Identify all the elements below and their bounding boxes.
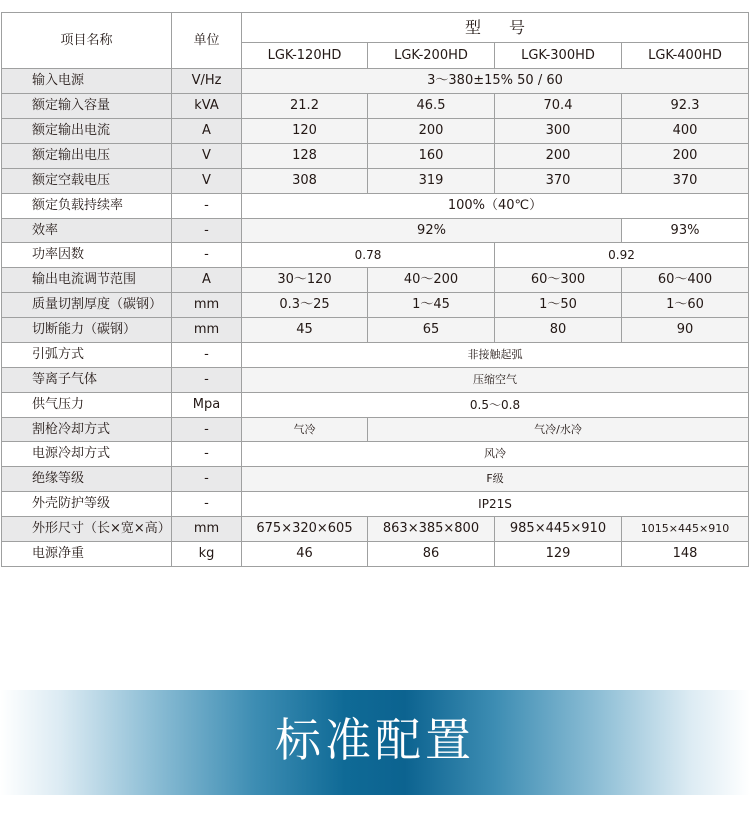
row-name: 额定空载电压 xyxy=(2,169,172,194)
table-row xyxy=(2,393,749,418)
row-value: 200 xyxy=(368,119,495,144)
table-row xyxy=(2,418,749,442)
row-unit: A xyxy=(172,268,242,293)
row-value: 0.5～0.8 xyxy=(242,393,749,418)
row-value: 148 xyxy=(622,542,749,567)
table-row xyxy=(2,144,749,169)
row-unit: - xyxy=(172,194,242,219)
row-unit: - xyxy=(172,442,242,467)
row-value: IP21S xyxy=(242,492,749,517)
row-value: 1～60 xyxy=(622,293,749,318)
row-value: 128 xyxy=(242,144,368,169)
row-value: 60～300 xyxy=(495,268,622,293)
row-value: 370 xyxy=(622,169,749,194)
header-model-1: LGK-120HD xyxy=(242,43,368,69)
row-name: 割枪冷却方式 xyxy=(2,418,172,442)
row-unit: kg xyxy=(172,542,242,567)
row-value: 86 xyxy=(368,542,495,567)
row-value: 93% xyxy=(622,219,749,243)
table-row xyxy=(2,243,749,268)
row-name: 额定输出电流 xyxy=(2,119,172,144)
row-name: 外形尺寸（长×宽×高） xyxy=(2,517,172,542)
row-value: 45 xyxy=(242,318,368,343)
spec-table xyxy=(1,12,749,567)
row-value: 风冷 xyxy=(242,442,749,467)
row-unit: - xyxy=(172,219,242,243)
row-unit: mm xyxy=(172,293,242,318)
row-name: 等离子气体 xyxy=(2,368,172,393)
row-value: 压缩空气 xyxy=(242,368,749,393)
row-value: 46.5 xyxy=(368,94,495,119)
row-value: 46 xyxy=(242,542,368,567)
row-name: 电源净重 xyxy=(2,542,172,567)
row-unit: V xyxy=(172,144,242,169)
table-row xyxy=(2,119,749,144)
row-value: 21.2 xyxy=(242,94,368,119)
row-value: 300 xyxy=(495,119,622,144)
table-row xyxy=(2,169,749,194)
row-unit: - xyxy=(172,343,242,368)
row-name: 额定输出电压 xyxy=(2,144,172,169)
row-name: 输入电源 xyxy=(2,69,172,94)
table-row xyxy=(2,467,749,492)
header-row xyxy=(2,13,749,43)
table-row xyxy=(2,69,749,94)
row-unit: V/Hz xyxy=(172,69,242,94)
row-unit: - xyxy=(172,492,242,517)
row-unit: mm xyxy=(172,517,242,542)
row-unit: - xyxy=(172,243,242,268)
table-row xyxy=(2,194,749,219)
row-unit: kVA xyxy=(172,94,242,119)
row-value: 90 xyxy=(622,318,749,343)
row-value: 0.78 xyxy=(242,243,495,268)
table-row xyxy=(2,318,749,343)
row-value: 120 xyxy=(242,119,368,144)
row-unit: V xyxy=(172,169,242,194)
row-value: 40～200 xyxy=(368,268,495,293)
banner-title: 标准配置 xyxy=(275,713,475,767)
table-row xyxy=(2,517,749,542)
standard-config-banner xyxy=(0,690,750,795)
row-value: F级 xyxy=(242,467,749,492)
row-name: 效率 xyxy=(2,219,172,243)
row-value: 0.92 xyxy=(495,243,749,268)
table-row xyxy=(2,368,749,393)
row-value: 370 xyxy=(495,169,622,194)
row-value: 92.3 xyxy=(622,94,749,119)
row-name: 切断能力（碳钢） xyxy=(2,318,172,343)
row-name: 外壳防护等级 xyxy=(2,492,172,517)
table-row xyxy=(2,492,749,517)
table-row xyxy=(2,442,749,467)
row-name: 额定负载持续率 xyxy=(2,194,172,219)
table-row xyxy=(2,293,749,318)
row-unit: - xyxy=(172,467,242,492)
header-model-3: LGK-300HD xyxy=(495,43,622,69)
row-value: 129 xyxy=(495,542,622,567)
row-value: 400 xyxy=(622,119,749,144)
row-value: 70.4 xyxy=(495,94,622,119)
header-item-name: 项目名称 xyxy=(2,13,172,69)
row-name: 引弧方式 xyxy=(2,343,172,368)
row-value: 0.3～25 xyxy=(242,293,368,318)
row-value: 1015×445×910 xyxy=(622,517,749,542)
row-value: 气冷/水冷 xyxy=(368,418,749,442)
row-value: 气冷 xyxy=(242,418,368,442)
table-row xyxy=(2,542,749,567)
row-name: 功率因数 xyxy=(2,243,172,268)
row-value: 200 xyxy=(495,144,622,169)
row-value: 非接触起弧 xyxy=(242,343,749,368)
row-name: 质量切割厚度（碳钢） xyxy=(2,293,172,318)
row-value: 308 xyxy=(242,169,368,194)
header-unit: 单位 xyxy=(172,13,242,69)
row-value: 863×385×800 xyxy=(368,517,495,542)
row-value: 1～50 xyxy=(495,293,622,318)
row-name: 输出电流调节范围 xyxy=(2,268,172,293)
row-value: 100%（40℃） xyxy=(242,194,749,219)
row-value: 30～120 xyxy=(242,268,368,293)
row-value: 92% xyxy=(242,219,622,243)
row-name: 供气压力 xyxy=(2,393,172,418)
row-value: 3～380±15% 50 / 60 xyxy=(242,69,749,94)
table-row xyxy=(2,94,749,119)
row-value: 160 xyxy=(368,144,495,169)
table-row xyxy=(2,268,749,293)
row-value: 1～45 xyxy=(368,293,495,318)
row-name: 电源冷却方式 xyxy=(2,442,172,467)
row-value: 65 xyxy=(368,318,495,343)
row-value: 319 xyxy=(368,169,495,194)
row-unit: A xyxy=(172,119,242,144)
row-value: 200 xyxy=(622,144,749,169)
row-unit: - xyxy=(172,418,242,442)
table-row xyxy=(2,219,749,243)
row-unit: mm xyxy=(172,318,242,343)
row-unit: - xyxy=(172,368,242,393)
header-model-2: LGK-200HD xyxy=(368,43,495,69)
row-value: 60～400 xyxy=(622,268,749,293)
row-value: 675×320×605 xyxy=(242,517,368,542)
table-row xyxy=(2,343,749,368)
header-model-group: 型号 xyxy=(242,13,749,43)
row-name: 绝缘等级 xyxy=(2,467,172,492)
row-value: 985×445×910 xyxy=(495,517,622,542)
row-unit: Mpa xyxy=(172,393,242,418)
header-model-4: LGK-400HD xyxy=(622,43,749,69)
row-value: 80 xyxy=(495,318,622,343)
row-name: 额定输入容量 xyxy=(2,94,172,119)
